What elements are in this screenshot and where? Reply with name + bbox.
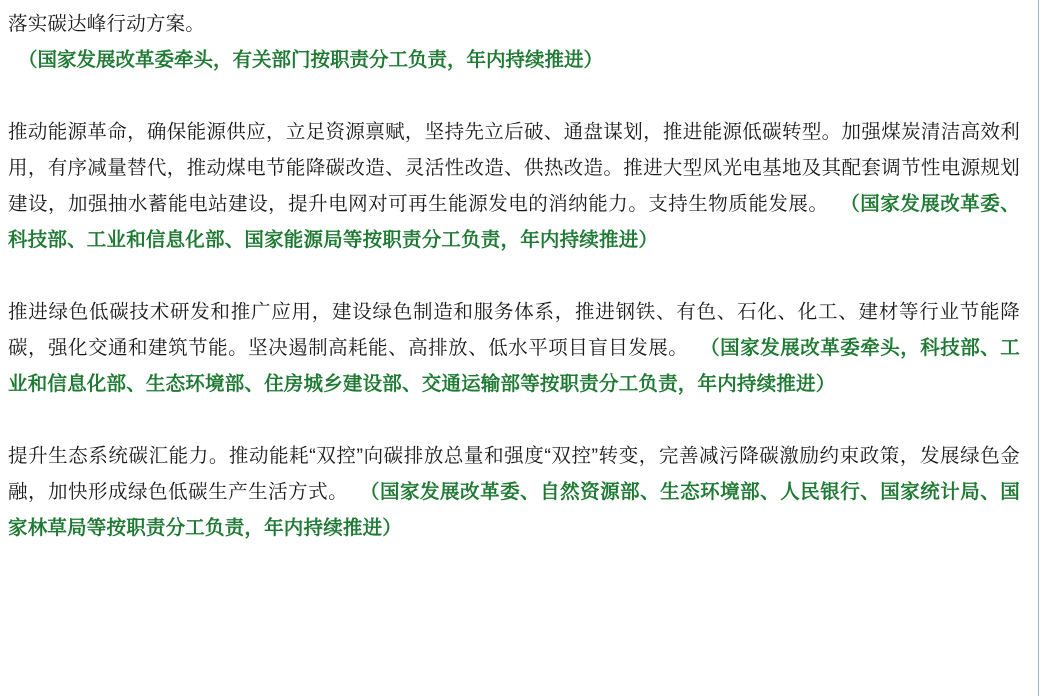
paragraph-green-low-carbon-tech [8,294,1020,402]
paragraph-energy-revolution [8,114,1020,258]
document-body [8,0,1020,546]
paragraph-carbon-peak-tail: 落实碳达峰行动方案。 [8,13,206,35]
agency-note-4: （国家发展改革委、自然资源部、生态环境部、人民银行、国家统计局、国家林草局等按职责分工负责，年内持续推进） [8,481,1020,539]
agency-note-3: （国家发展改革委牵头，科技部、工业和信息化部、生态环境部、住房城乡建设部、交通运输部等按职责分工负责，年内持续推进） [8,337,1020,395]
paragraph-gap-2 [8,258,1020,294]
paragraph-ecosystem-carbon-sink [8,438,1020,546]
agency-note-1: （国家发展改革委牵头，有关部门按职责分工负责，年内持续推进） [18,49,604,71]
paragraph-energy-revolution-text: 推动能源革命，确保能源供应，立足资源禀赋，坚持先立后破、通盘谋划，推进能源低碳转型。加强煤炭清洁高效利用，有序减量替代，推动煤电节能降碳改造、灵活性改造、供热改造。推进大型风光电基地及其配套调节性电源规划建设，加强抽水蓄能电站建设，提升电网对可再生能源发电的消纳能力。支持生物质能发展。 [8,121,1020,215]
page-right-border [1038,0,1039,696]
paragraph-ecosystem-carbon-sink-text: 提升生态系统碳汇能力。推动能耗“双控”向碳排放总量和强度“双控”转变，完善减污降碳激励约束政策，发展绿色金融，加快形成绿色低碳生产生活方式。 [8,445,1020,503]
paragraph-gap-1 [8,78,1020,114]
paragraph-gap-3 [8,402,1020,438]
paragraph-green-low-carbon-tech-text: 推进绿色低碳技术研发和推广应用，建设绿色制造和服务体系，推进钢铁、有色、石化、化工、建材等行业节能降碳，强化交通和建筑节能。坚决遏制高耗能、高排放、低水平项目盲目发展。 [8,301,1020,359]
agency-note-2: （国家发展改革委、科技部、工业和信息化部、国家能源局等按职责分工负责，年内持续推进） [8,193,1020,251]
